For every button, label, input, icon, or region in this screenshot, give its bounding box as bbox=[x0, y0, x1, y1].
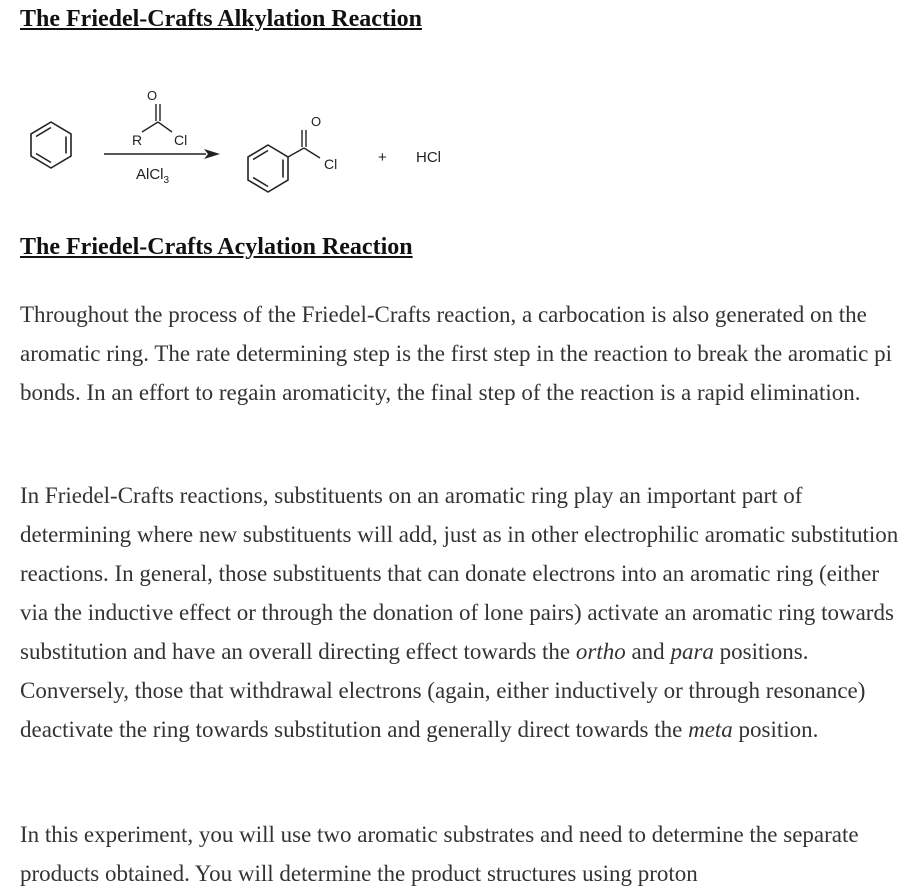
p2-text-c: positions. Conversely, those that withdrawal electrons (again, either inductively or through resonance) deactivate the ring towards substitution and generally direct towards the bbox=[20, 639, 866, 742]
catalyst-subscript: 3 bbox=[163, 175, 170, 186]
meta-term: meta bbox=[688, 717, 733, 742]
para-term: para bbox=[670, 639, 714, 664]
acylation-heading: The Friedel-Crafts Acylation Reaction bbox=[20, 234, 413, 260]
reaction-scheme-svg bbox=[20, 88, 480, 208]
reagent-oxygen-label: O bbox=[146, 88, 158, 103]
paragraph-experiment: In this experiment, you will use two aromatic substrates and need to determine the separate products obtained. You will determine the product structures using proton bbox=[20, 822, 859, 886]
reaction-arrow bbox=[104, 149, 220, 159]
acyl-chloride-reagent bbox=[142, 104, 172, 132]
p2-text-a: In Friedel-Crafts reactions, substituents on an aromatic ring play an important part of determining where new substituents will add, just as in other electrophilic aromatic substitution reactions. In general, those substituents that can donate electrons into an aromatic ring (either via the inductive effect or through the donation of lone pairs) activate an aromatic ring towards substitution and have an overall directing effect towards the bbox=[20, 483, 899, 664]
product-oxygen-label: O bbox=[310, 114, 322, 129]
p2-text-d: position. bbox=[732, 717, 819, 742]
p2-text-b: and bbox=[625, 639, 671, 664]
paragraph-substituents bbox=[20, 476, 900, 749]
paragraph-mechanism: Throughout the process of the Friedel-Crafts reaction, a carbocation is also generated on the aromatic ring. The rate determining step is the first step in the reaction to break the aromatic pi bonds. In an effort to regain aromaticity, the final step of the reaction is a rapid elimination. bbox=[20, 302, 893, 405]
product-benzene-ring bbox=[248, 145, 288, 192]
product-acyl-group bbox=[288, 130, 320, 158]
ortho-term: ortho bbox=[575, 639, 626, 664]
catalyst-main: AlCl bbox=[136, 166, 164, 183]
product-cl-label: Cl bbox=[324, 156, 338, 172]
plus-sign: + bbox=[378, 149, 387, 166]
benzene-reactant bbox=[31, 122, 71, 168]
alkylation-heading: The Friedel-Crafts Alkylation Reaction bbox=[20, 6, 422, 32]
reagent-cl-label: Cl bbox=[174, 132, 188, 148]
catalyst-label bbox=[136, 166, 170, 186]
hcl-byproduct: HCl bbox=[416, 149, 441, 166]
reagent-r-label: R bbox=[132, 132, 143, 148]
reaction-scheme bbox=[20, 88, 480, 208]
